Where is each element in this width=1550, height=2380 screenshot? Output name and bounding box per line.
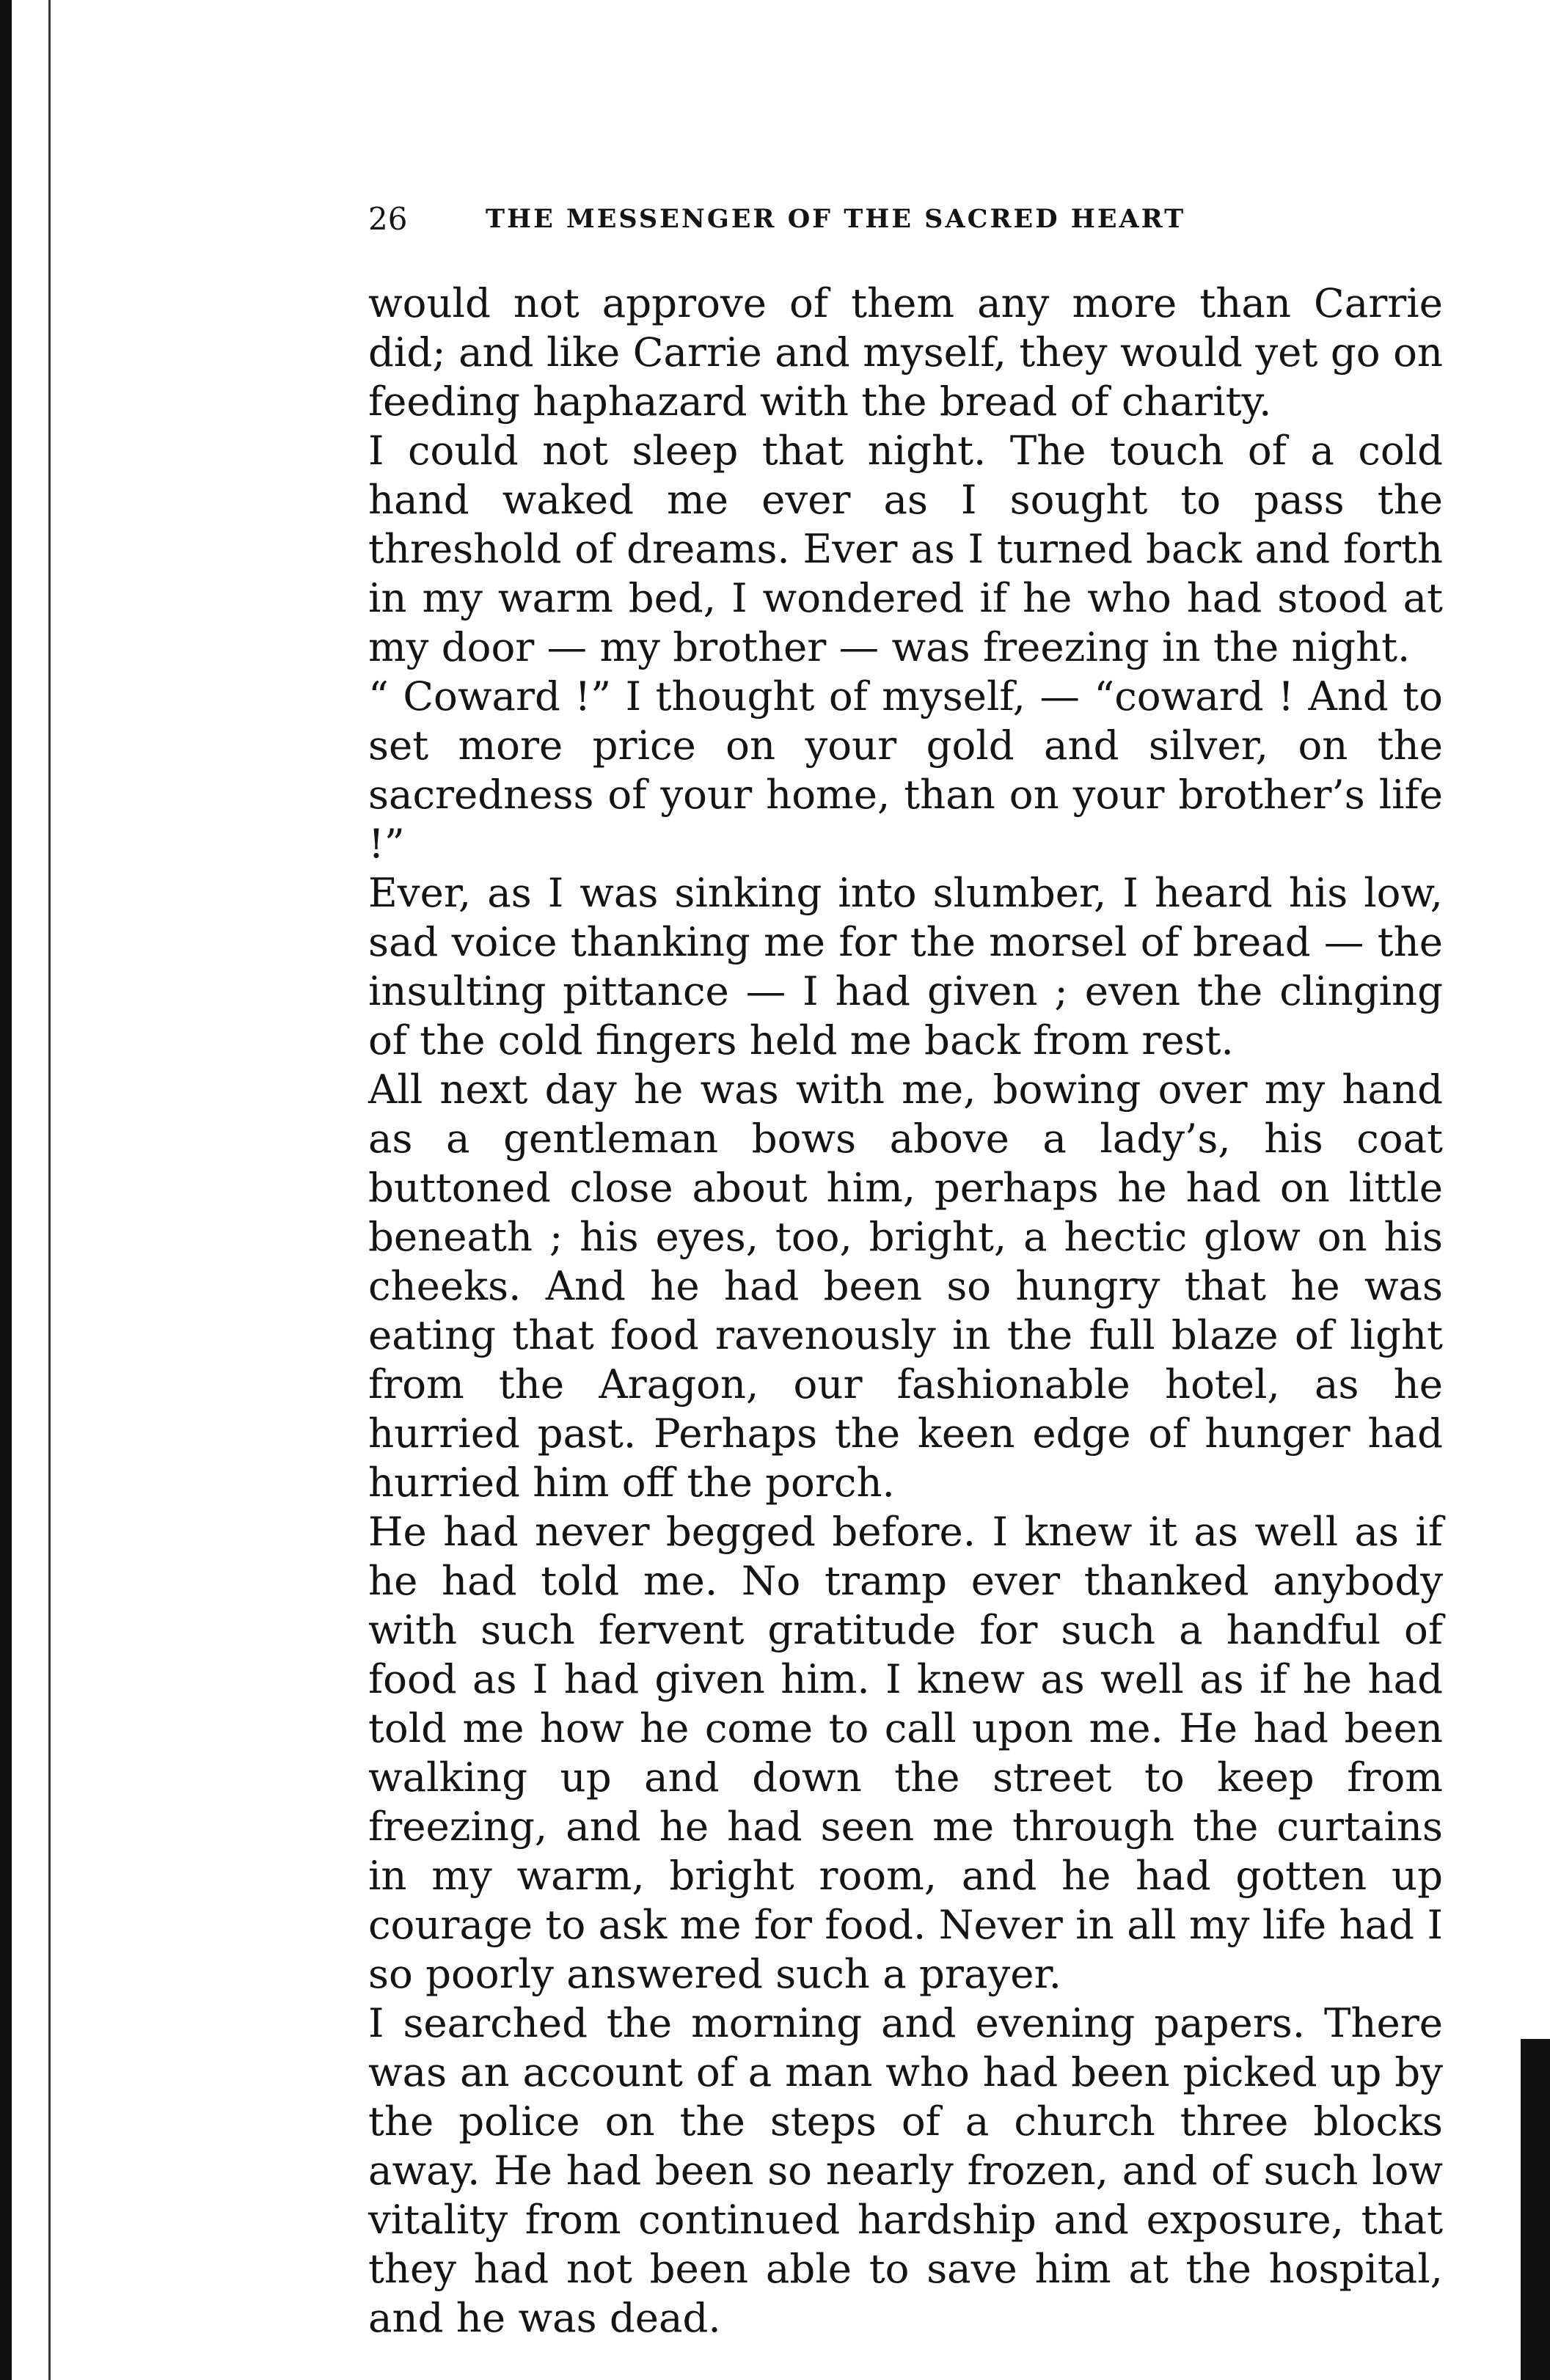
scan-edge-right bbox=[1521, 2039, 1550, 2380]
scan-edge-line bbox=[48, 0, 51, 2380]
paragraph: I searched the morning and evening papers. There was an account of a man who had been picked up by the police on the steps of a church three blocks away. He had been so nearly frozen, and of such low vitality from continued hardship and exposure, that they had not been able to save him at the hospital, and he was dead. bbox=[368, 1999, 1443, 2341]
body-text bbox=[368, 279, 1443, 2343]
paragraph: Ever, as I was sinking into slumber, I heard his low, sad voice thanking me for the morsel of bread — the insulting pittance — I had given ; even the clinging of the cold fingers held me back from rest. bbox=[368, 869, 1443, 1063]
paragraph: All next day he was with me, bowing over my hand as a gentleman bows above a lady’s, his coat buttoned close about him, perhaps he had on little beneath ; his eyes, too, bright, a hectic glow on his cheeks. And he had been so hungry that he was eating that food ravenously in the full blaze of light from the Aragon, our fashionable hotel, as he hurried past. Perhaps the keen edge of hunger had hurried him off the porch. bbox=[368, 1066, 1443, 1506]
paragraph: would not approve of them any more than Carrie did; and like Carrie and myself, they would yet go on feeding haphazard with the bread of charity. bbox=[368, 279, 1443, 425]
paragraph: I could not sleep that night. The touch of a cold hand waked me ever as I sought to pass the threshold of dreams. Ever as I turned back and forth in my warm bed, I wondered if he who had stood at my door — my brother — was freezing in the night. bbox=[368, 427, 1443, 670]
running-head: THE MESSENGER OF THE SACRED HEART bbox=[486, 203, 1186, 234]
paragraph: “ Coward !” I thought of myself, — “coward ! And to set more price on your gold and silver, on the sacredness of your home, than on your brother’s life !” bbox=[368, 673, 1443, 867]
scan-edge-left bbox=[0, 0, 12, 2380]
page-header bbox=[368, 197, 1278, 241]
paragraph: He had never begged before. I knew it as well as if he had told me. No tramp ever thanked anybody with such fervent gratitude for such a handful of food as I had given him. I knew as well as if he had told me how he come to call upon me. He had been walking up and down the street to keep from freezing, and he had seen me through the curtains in my warm, bright room, and he had gotten up courage to ask me for food. Never in all my life had I so poorly answered such a prayer. bbox=[368, 1508, 1443, 1997]
page-number: 26 bbox=[368, 200, 408, 237]
